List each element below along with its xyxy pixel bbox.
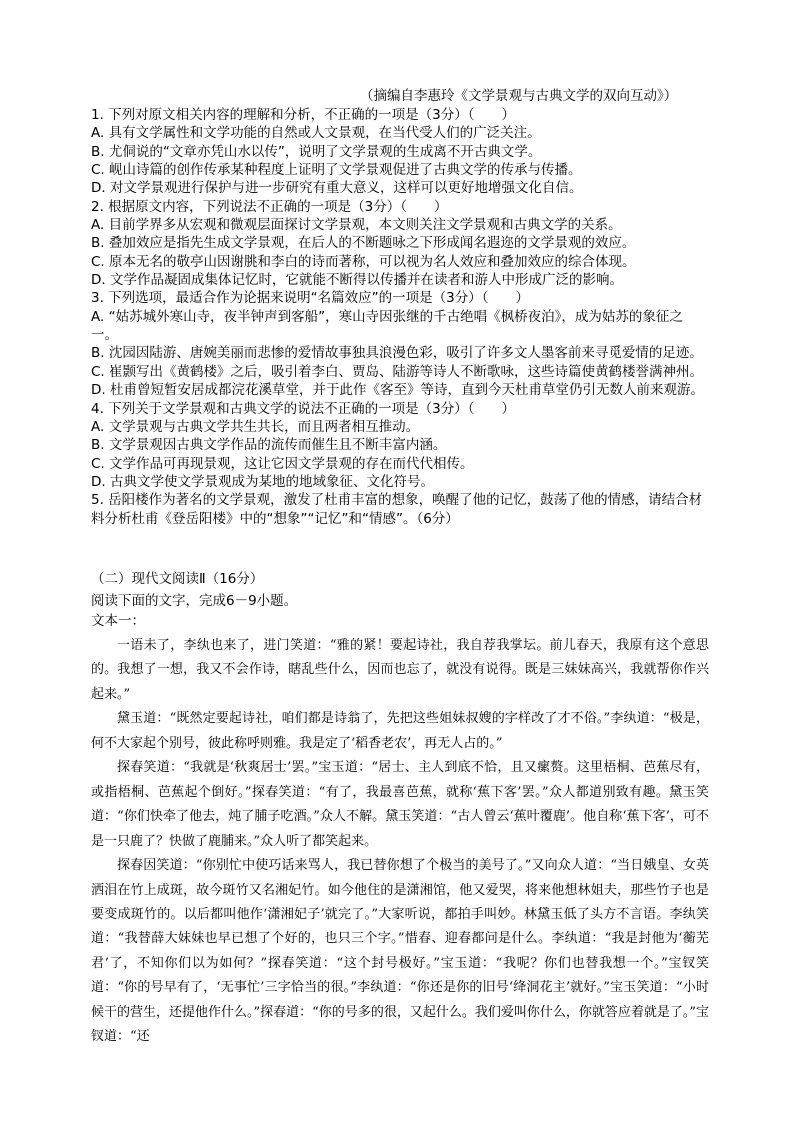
question-5-stem: 5. 岳阳楼作为著名的文学景观，激发了杜甫丰富的想象，唤醒了他的记忆，鼓荡了他的情感，请结合材料分析杜甫《登岳阳楼》中的“想象”“记忆”和“情感”。（6分） bbox=[91, 492, 703, 527]
question-3-option-b: B. 沈园因陆游、唐婉美丽而悲惨的爱情故事独具浪漫色彩，吸引了许多文人墨客前来寻觅爱情的足迹。 bbox=[91, 345, 703, 362]
text-label: 文本一： bbox=[91, 613, 145, 629]
question-4-stem: 4. 下列关于文学景观和古典文学的说法不正确的一项是（3分）（ ） bbox=[91, 400, 516, 417]
story-paragraph: 一语未了，李纨也来了，进门笑道：“雅的紧！要起诗社，我自荐我掌坛。前儿春天，我原有这个意思的。我想了一想，我又不会作诗，瞎乱些什么，因而也忘了，就没有说得。既是三妹妹高兴，我就帮你作兴起来。” bbox=[91, 638, 709, 702]
question-1-option-a: A. 具有文学属性和文学功能的自然或人文景观，在当代受人们的广泛关注。 bbox=[91, 125, 541, 142]
story-paragraph: 黛玉道：“既然定要起诗社，咱们都是诗翁了，先把这些姐妹叔嫂的字样改了才不俗。”李纨道：“极是，何不大家起个别号，彼此称呼则雅。我是定了‘稻香老农’，再无人占的。” bbox=[91, 711, 709, 751]
question-4-option-b: B. 文学景观因古典文学作品的流传而催生且不断丰富内涵。 bbox=[91, 437, 447, 454]
question-3-option-c: C. 崔颢写出《黄鹤楼》之后，吸引着李白、贾岛、陆游等诗人不断歌咏，这些诗篇使黄鹤楼誉满神州。 bbox=[91, 363, 704, 380]
question-1-option-c: C. 岘山诗篇的创作传承某种程度上证明了文学景观促进了古典文学的传承与传播。 bbox=[91, 162, 582, 179]
question-4-option-a: A. 文学景观与古典文学共生共长，而且两者相互推动。 bbox=[91, 418, 420, 435]
question-4-option-c: C. 文学作品可再现景观，这让它因文学景观的存在而代代相传。 bbox=[91, 455, 474, 472]
question-1-option-b: B. 尤侗说的“文章亦凭山水以传”，说明了文学景观的生成离不开古典文学。 bbox=[91, 143, 542, 160]
question-2-option-a: A. 目前学界多从宏观和微观层面探讨文学景观，本文则关注文学景观和古典文学的关系。 bbox=[91, 217, 622, 234]
question-1-option-d: D. 对文学景观进行保护与进一步研究有重大意义，这样可以更好地增强文化自信。 bbox=[91, 180, 583, 197]
question-3-stem: 3. 下列选项，最适合作为论据来说明“名篇效应”的一项是（3分）（ ） bbox=[91, 290, 529, 307]
question-2-option-d: D. 文学作品凝固成集体记忆时，它就能不断得以传播并在读者和游人中形成广泛的影响。 bbox=[91, 272, 623, 289]
question-block bbox=[91, 106, 709, 528]
question-1-stem: 1. 下列对原文相关内容的理解和分析，不正确的一项是（3分）（ ） bbox=[91, 107, 516, 123]
section-title: （二）现代文阅读Ⅱ（16分） bbox=[91, 571, 264, 587]
story-paragraph: 探春因笑道：“你别忙中使巧话来骂人，我已替你想了个极当的美号了。”又向众人道：“当日娥皇、女英洒泪在竹上成斑，故今斑竹又名湘妃竹。如今他住的是潇湘馆，他又爱哭，将来他想林姐夫，那些竹子也是要变成斑竹的。以后都叫他作‘潇湘妃子’就完了。”大家听说，都拍手叫妙。林黛玉低了头方不言语。李纨笑道：“我替薛大妹妹也早已想了个好的，也只三个字。”惜春、迎春都问是什么。李纨道：“我是封他为‘蘅芜君’了，不知你们以为如何？”探春笑道：“这个封号极好。”宝玉道：“我呢？你们也替我想一个。”宝钗笑道：“你的号早有了，‘无事忙’三字恰当的很。”李纨道：“你还是你的旧号‘绛洞花主’就好。”宝玉笑道：“小时候干的营生，还提他作什么。”探春道：“你的号多的很，又起什么。我们爱叫你什么，你就答应着就是了。”宝钗道：“还 bbox=[91, 858, 709, 1045]
question-3-option-a: A. “姑苏城外寒山寺，夜半钟声到客船”，寒山寺因张继的千古绝唱《枫桥夜泊》，成为姑苏的象征之一。 bbox=[91, 308, 683, 344]
question-3-option-d: D. 杜甫曾短暂安居成都浣花溪草堂，并于此作《客至》等诗，直到今天杜甫草堂仍引无数人前来观游。 bbox=[91, 382, 704, 399]
question-4-option-d: D. 古典文学使文学景观成为某地的地域象征、文化符号。 bbox=[91, 473, 434, 490]
reading-instruction: 阅读下面的文字，完成6－9小题。 bbox=[91, 593, 298, 609]
question-2-option-b: B. 叠加效应是指先生成文学景观，在后人的不断题咏之下形成闻名遐迩的文学景观的效应。 bbox=[91, 235, 636, 252]
story-text bbox=[91, 634, 709, 1050]
question-2-option-c: C. 原本无名的敬亭山因谢朓和李白的诗而著称，可以视为名人效应和叠加效应的综合体现。 bbox=[91, 253, 636, 270]
story-paragraph: 探春笑道：“我就是‘秋爽居士’罢。”宝玉道：“居士、主人到底不恰，且又瘰赘。这里梧桐、芭蕉尽有，或指梧桐、芭蕉起个倒好。”探春笑道：“有了，我最喜芭蕉，就称‘蕉下客’罢。”众人都道别致有趣。黛玉笑道：“你们快牵了他去，炖了脯子吃酒。”众人不解。黛玉笑道：“古人曾云‘蕉叶覆鹿’。他自称‘蕉下客’，可不是一只鹿了？快做了鹿脯来。”众人听了都笑起来。 bbox=[91, 760, 709, 849]
source-note: （摘编自李惠玲《文学景观与古典文学的双向互动》） bbox=[360, 88, 678, 104]
question-2-stem: 2. 根据原文内容，下列说法不正确的一项是（3分）（ ） bbox=[91, 198, 448, 215]
